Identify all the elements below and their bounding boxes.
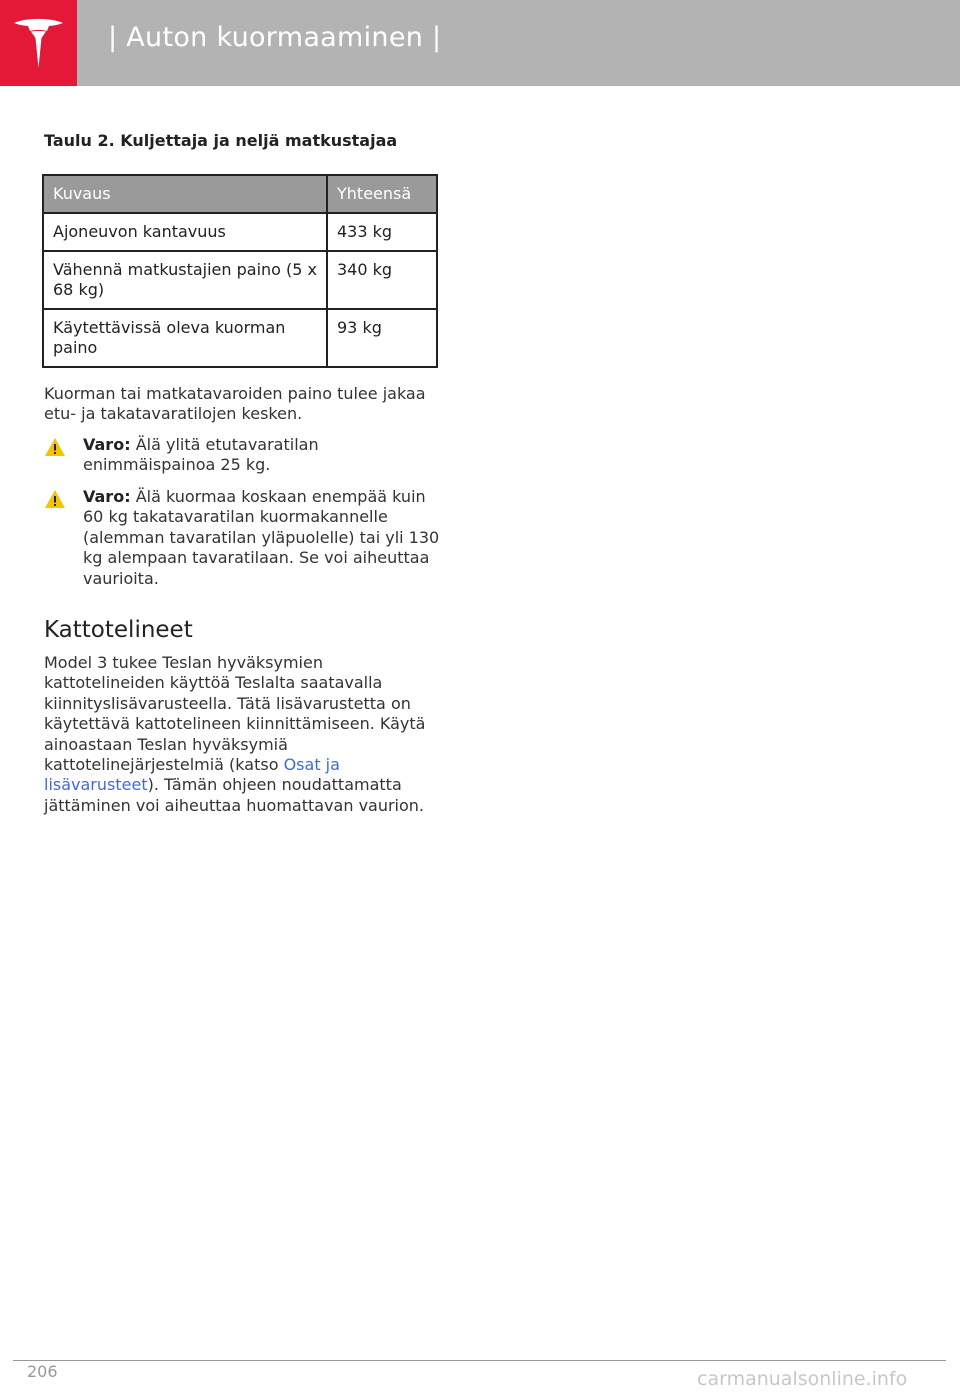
warning-message: Älä ylitä etutavaratilan enimmäispainoa 25 kg. xyxy=(83,435,319,475)
warning-text xyxy=(83,435,443,476)
table-cell-total: 93 kg xyxy=(327,309,437,367)
section-paragraph xyxy=(44,653,444,816)
watermark: carmanualsonline.info xyxy=(697,1368,908,1390)
table-cell-total: 340 kg xyxy=(327,251,437,309)
brand-logo xyxy=(0,0,77,86)
table-row xyxy=(43,309,437,367)
table-row xyxy=(43,251,437,309)
page-number: 206 xyxy=(27,1362,58,1381)
section-text-end: ). Tämän ohjeen noudattamatta jättäminen voi aiheuttaa huomattavan vaurion. xyxy=(44,775,425,815)
table-row xyxy=(43,213,437,251)
table-cell-description: Vähennä matkustajien paino (5 x 68 kg) xyxy=(43,251,327,309)
load-table xyxy=(42,174,438,368)
column-header-total: Yhteensä xyxy=(327,175,437,213)
section-heading: Kattotelineet xyxy=(44,617,193,643)
warning-message: Älä kuormaa koskaan enempää kuin 60 kg takatavaratilan kuormakannelle (alemman tavaratilan yläpuolelle) tai yli 130 kg alempaan tavaratilaan. Se voi aiheuttaa vaurioita. xyxy=(83,487,440,588)
table-cell-total: 433 kg xyxy=(327,213,437,251)
table-cell-description: Käytettävissä oleva kuorman paino xyxy=(43,309,327,367)
warning-label: Varo: xyxy=(83,487,131,506)
table-caption: Taulu 2. Kuljettaja ja neljä matkustajaa xyxy=(44,131,398,150)
section-text: Model 3 tukee Teslan hyväksymien kattotelineiden käyttöä Teslalta saatavalla kiinnityslisävarusteella. Tätä lisävarustetta on käytettävä kattotelineen kiinnittämiseen. Käytä ainoastaan Teslan hyväksymiä kattotelinejärjestelmiä (katso xyxy=(44,653,426,775)
table-header-row xyxy=(43,175,437,213)
footer-divider xyxy=(13,1360,946,1361)
header-bar xyxy=(0,0,960,86)
table-cell-description: Ajoneuvon kantavuus xyxy=(43,213,327,251)
warning-label: Varo: xyxy=(83,435,131,454)
parts-accessories-link[interactable]: Osat ja lisävarusteet xyxy=(44,755,340,795)
warning-icon xyxy=(44,437,66,457)
warning-text xyxy=(83,487,443,589)
warning-icon xyxy=(44,489,66,509)
tesla-logo-icon xyxy=(12,16,65,70)
column-header-description: Kuvaus xyxy=(43,175,327,213)
intro-paragraph: Kuorman tai matkatavaroiden paino tulee jakaa etu- ja takatavaratilojen kesken. xyxy=(44,384,426,424)
page-title: | Auton kuormaaminen | xyxy=(108,22,442,53)
